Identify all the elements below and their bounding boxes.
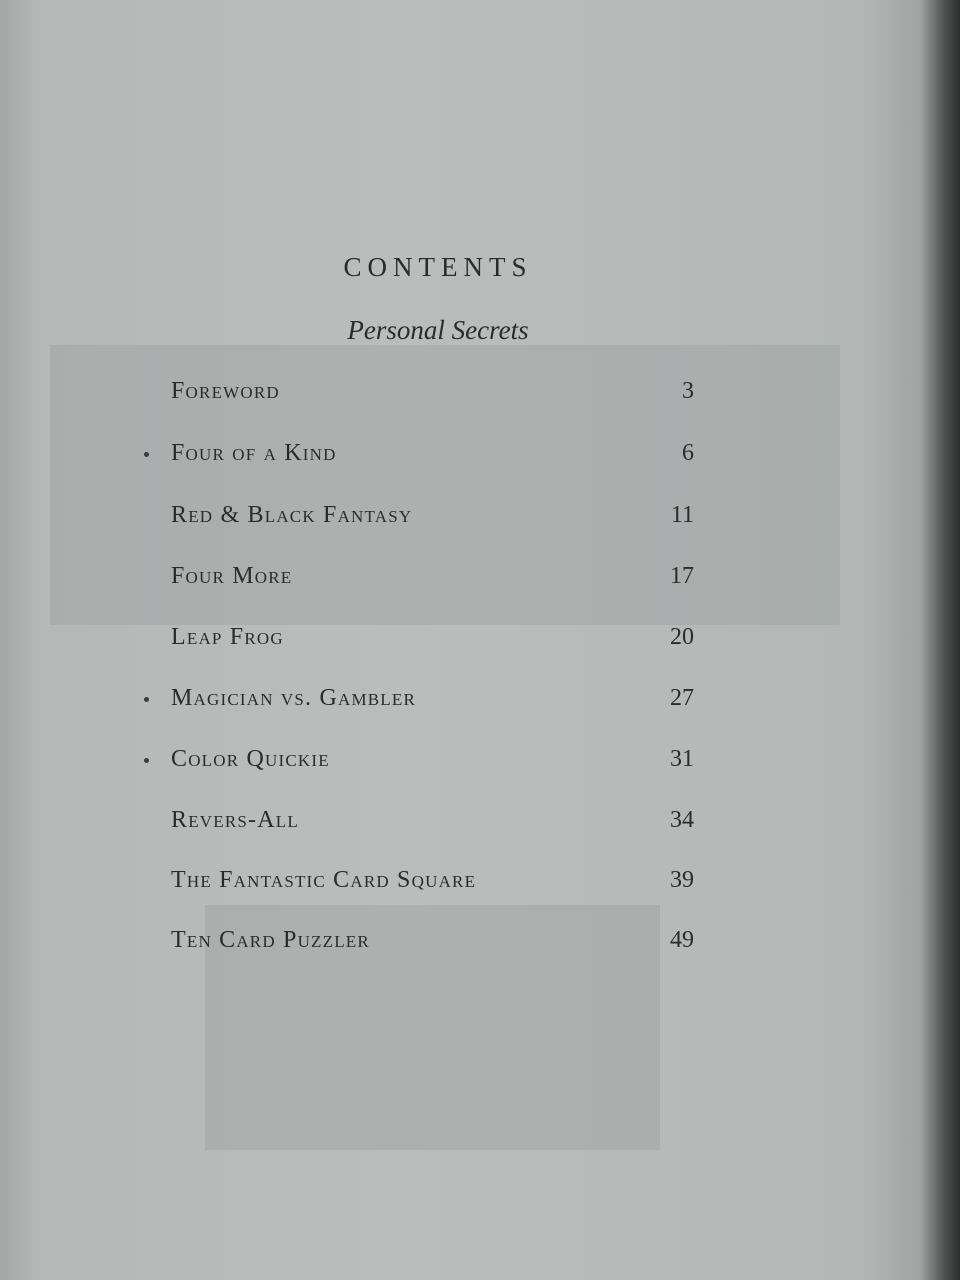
toc-entry-title: The Fantastic Card Square: [171, 867, 477, 893]
toc-entry-page: 34: [670, 807, 694, 833]
toc-entry-title: Ten Card Puzzler: [171, 927, 370, 953]
toc-entry-page: 31: [670, 746, 694, 772]
toc-entry-page: 39: [670, 867, 694, 893]
toc-entry: [0, 624, 960, 664]
toc-entry-page: 27: [670, 685, 694, 711]
toc-entry-title: Leap Frog: [171, 624, 284, 650]
toc-entry-page: 6: [682, 440, 694, 466]
toc-entry-page: 49: [670, 927, 694, 953]
toc-entry: [0, 502, 960, 542]
section-subtitle: Personal Secrets: [347, 315, 529, 345]
toc-entry-title: Red & Black Fantasy: [171, 502, 413, 528]
toc-entry-title: Four of a Kind: [171, 440, 337, 466]
toc-entry-title: Magician vs. Gambler: [171, 685, 417, 711]
marker-dot-icon: [144, 758, 149, 763]
toc-entry-page: 3: [682, 378, 694, 404]
toc-entry: [0, 440, 960, 480]
toc-entry-page: 11: [670, 502, 694, 528]
toc-entry: [0, 378, 960, 418]
toc-entry: [0, 807, 960, 847]
marker-dot-icon: [144, 697, 149, 702]
toc-entry: [0, 746, 960, 786]
toc-entry: [0, 927, 960, 967]
toc-entry-page: 20: [670, 624, 694, 650]
toc-entry: [0, 563, 960, 603]
toc-entry: [0, 685, 960, 725]
toc-entry-page: 17: [670, 563, 694, 589]
marker-dot-icon: [144, 452, 149, 457]
toc-entry-title: Revers-All: [171, 807, 299, 833]
toc-entry-title: Foreword: [171, 378, 280, 404]
toc-entry-title: Color Quickie: [171, 746, 330, 772]
contents-heading: CONTENTS: [343, 252, 533, 282]
toc-entry-title: Four More: [171, 563, 293, 589]
toc-entry: [0, 867, 960, 907]
